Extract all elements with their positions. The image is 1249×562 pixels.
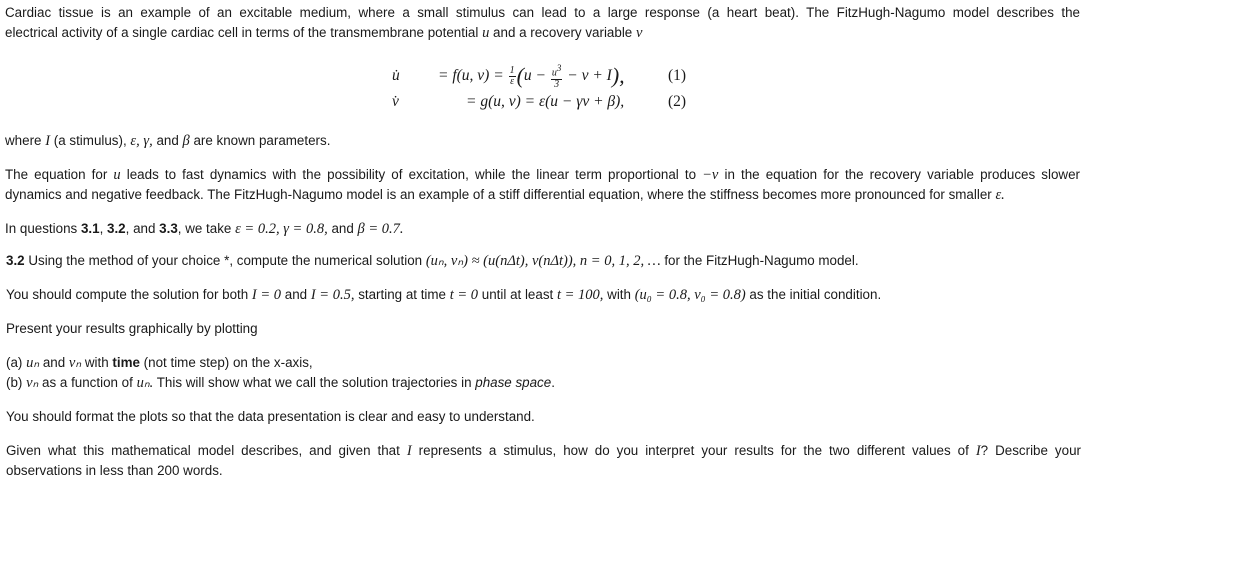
dynamics-text: dynamics and negative feedback. The FitzHugh-Nagumo model is an example of a stiff differential equation, where the stiffness becomes more pronounced for smaller — [5, 187, 996, 202]
compute-text: You should compute the solution for both — [6, 287, 252, 302]
dynamics-line-2 — [5, 185, 1080, 205]
stimulus-half: I = 0.5, — [310, 287, 355, 303]
item-text: . — [551, 375, 555, 390]
intro-text: and a recovery variable — [489, 25, 636, 40]
values-text: , we take — [177, 221, 236, 236]
compute-text: as the initial condition. — [745, 287, 882, 302]
values-text: and — [327, 221, 358, 236]
dynamics-text: leads to fast dynamics with the possibility of excitation, while the linear term proportional to — [120, 167, 703, 182]
compute-text: until at least — [478, 287, 557, 302]
question-ref-3-3: 3.3 — [159, 221, 178, 236]
intro-paragraph — [5, 3, 1080, 43]
fraction-numerator — [551, 63, 563, 79]
var-beta: β — [182, 133, 190, 149]
values-text: , — [99, 221, 108, 236]
var-un: uₙ. — [136, 375, 154, 391]
interpret-line-1 — [6, 441, 1081, 461]
interpret-text: represents a stimulus, how do you interpret your results for the two different values of — [411, 443, 976, 458]
fraction-denominator: ε — [510, 75, 515, 87]
phase-space-term: phase space — [475, 375, 552, 390]
question-text: for the FitzHugh-Nagumo model. — [660, 253, 859, 268]
equation-1-lhs: u̇ — [392, 67, 400, 84]
values-text: , and — [125, 221, 160, 236]
equation-2-lhs: v̇ — [392, 93, 399, 110]
intro-line-2 — [5, 23, 1080, 43]
u3-base: u — [551, 67, 557, 79]
values-text: In questions — [5, 221, 81, 236]
var-vn: vₙ — [26, 375, 39, 391]
item-text: This will show what we call the solution trajectories in — [153, 375, 476, 390]
intro-text: electrical activity of a single cardiac cell in terms of the transmembrane potential — [5, 25, 483, 40]
compute-text: with — [603, 287, 635, 302]
var-neg-v: −v — [702, 167, 719, 183]
question-ref-3-2: 3.2 — [107, 221, 126, 236]
item-text: (not time step) on the x-axis, — [139, 355, 313, 370]
equation-1-body: u − — [523, 67, 550, 84]
plot-items — [6, 353, 1081, 393]
params-text: (a stimulus), — [50, 133, 131, 148]
equation-2 — [392, 93, 624, 111]
item-marker: (b) — [6, 375, 27, 390]
stimulus-zero: I = 0 — [251, 287, 282, 303]
item-text: as a function of — [38, 375, 137, 390]
question-label: 3.2 — [6, 253, 25, 268]
compute-paragraph — [6, 285, 1081, 305]
beta-value: β = 0.7. — [357, 221, 404, 237]
interpret-paragraph — [6, 441, 1081, 481]
params-text: where — [5, 133, 46, 148]
item-a — [6, 353, 1081, 373]
dynamics-paragraph — [5, 165, 1080, 205]
item-marker: (a) — [6, 355, 27, 370]
var-I: I — [406, 443, 412, 459]
equation-1 — [392, 63, 625, 90]
fraction-denominator: 3 — [554, 78, 560, 90]
values-expression: ε = 0.2, γ = 0.8, — [235, 221, 328, 237]
item-b — [6, 373, 1081, 393]
format-note: You should format the plots so that the data presentation is clear and easy to understand. — [6, 409, 535, 424]
params-greek-list: ε, γ, — [130, 133, 153, 149]
compute-text: starting at time — [354, 287, 450, 302]
var-u: u — [113, 167, 121, 183]
equation-1-rhs-start: = f(u, v) = — [438, 67, 508, 84]
var-u: u — [482, 25, 490, 41]
item-text: with — [81, 355, 113, 370]
values-paragraph — [5, 219, 1080, 239]
var-epsilon: ε. — [995, 187, 1005, 203]
intro-line-1: Cardiac tissue is an example of an excitable medium, where a small stimulus can lead to a large response (a heart beat). The FitzHugh-Nagumo model describes the — [5, 5, 1080, 20]
dynamics-line-1 — [5, 165, 1080, 185]
fraction-numerator: 1 — [509, 64, 515, 76]
interpret-text: ? Describe your — [980, 443, 1081, 458]
var-v: v — [635, 25, 643, 41]
close-paren: ), — [611, 63, 625, 88]
equation-1-body-end: − v + I — [563, 67, 612, 84]
equation-1-rhs — [438, 63, 625, 90]
params-text: and — [152, 133, 183, 148]
initial-condition: (u₀ = 0.8, v₀ = 0.8) — [634, 287, 746, 303]
var-I: I — [45, 133, 51, 149]
question-text: Using the method of your choice *, compute the numerical solution — [24, 253, 426, 268]
equation-1-number: (1) — [668, 67, 687, 84]
interpret-line-2: observations in less than 200 words. — [6, 463, 223, 478]
start-time: t = 0 — [449, 287, 479, 303]
u3-exponent: 3 — [556, 63, 562, 74]
item-text: and — [39, 355, 69, 370]
dynamics-text: The equation for — [5, 167, 114, 182]
var-I: I — [975, 443, 981, 459]
var-un: uₙ — [26, 355, 40, 371]
question-paragraph — [6, 251, 1081, 271]
open-paren: ( — [516, 63, 524, 88]
present-line: Present your results graphically by plotting — [6, 321, 258, 336]
question-expression: (uₙ, vₙ) ≈ (u(nΔt), v(nΔt)), n = 0, 1, 2, … — [425, 253, 661, 269]
question-ref-3-1: 3.1 — [80, 221, 100, 236]
fraction-u-cubed-over-3 — [551, 63, 563, 89]
equation-2-rhs: = g(u, v) = ε(u − γv + β), — [466, 93, 625, 110]
fraction-one-over-epsilon — [509, 66, 516, 87]
time-emphasis: time — [112, 355, 140, 370]
params-paragraph — [5, 131, 1080, 151]
end-time: t = 100, — [556, 287, 604, 303]
dynamics-text: in the equation for the recovery variable produces slower — [718, 167, 1080, 182]
equation-2-number: (2) — [668, 93, 687, 110]
params-text: are known parameters. — [189, 133, 331, 148]
compute-text: and — [281, 287, 311, 302]
interpret-text: Given what this mathematical model describes, and given that — [6, 443, 407, 458]
var-vn: vₙ — [68, 355, 82, 371]
